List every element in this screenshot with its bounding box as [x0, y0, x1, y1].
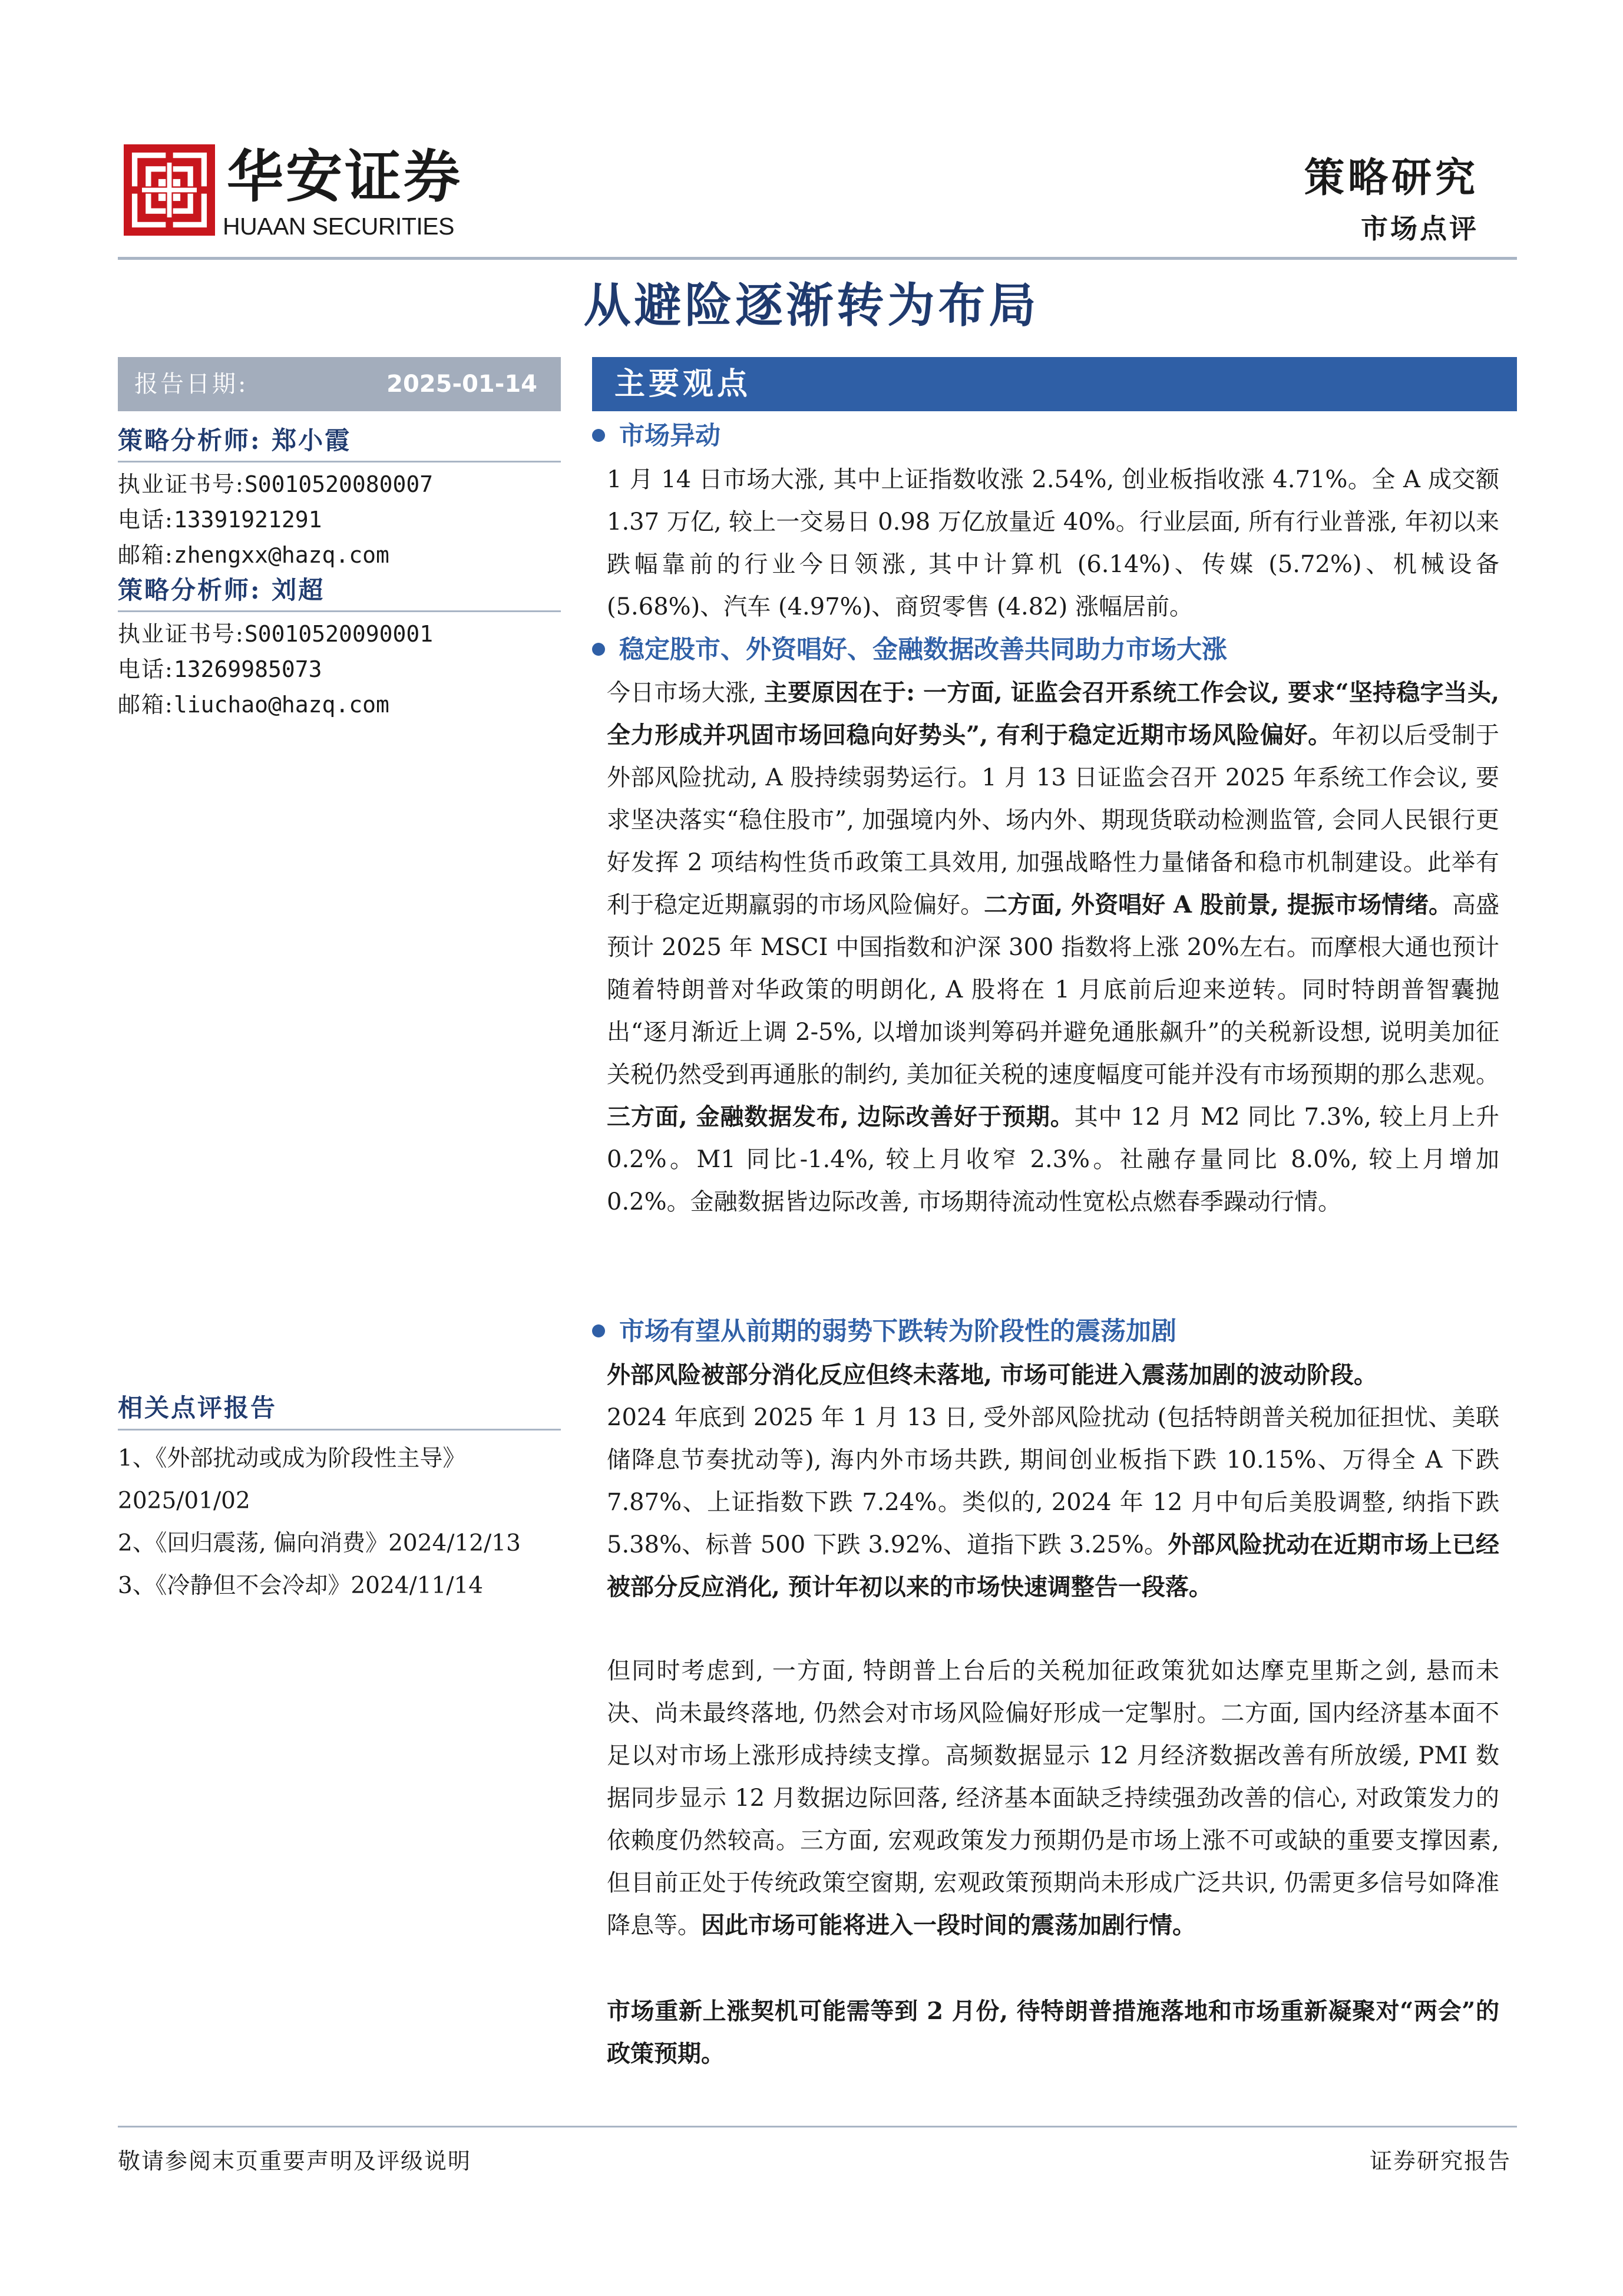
emphasis-text: 市场重新上涨契机可能需等到 2 月份, 待特朗普措施落地和市场重新凝聚对“两会”的政策预期。 [607, 1997, 1499, 2067]
report-date-label: 报告日期: [134, 371, 249, 398]
report-category: 策略研究 [1304, 154, 1479, 201]
emphasis-text: 外部风险被部分消化反应但终未落地, 市场可能进入震荡加剧的波动阶段。 [607, 1361, 1377, 1389]
bullet-icon [592, 643, 605, 656]
bullet-icon [592, 429, 605, 442]
subsection-heading-text: 市场有望从前期的弱势下跌转为阶段性的震荡加剧 [619, 1317, 1176, 1346]
related-report-date: 2025/01/02 [118, 1488, 250, 1514]
cert-value: S0010520080007 [244, 471, 434, 497]
analyst-2-cert [118, 616, 433, 652]
phone-label: 电话: [118, 507, 174, 533]
paragraph [607, 458, 1499, 628]
cert-value: S0010520090001 [244, 621, 434, 647]
related-report-link[interactable]: 3、《冷静但不会冷却》2024/11/14 [118, 1572, 484, 1599]
subsection-heading [592, 629, 1227, 670]
analyst-2-email [118, 687, 389, 722]
company-logo-icon [124, 144, 215, 236]
report-date-value: 2025-01-14 [386, 371, 537, 398]
email-link[interactable]: liuchao@hazq.com [173, 692, 389, 718]
emphasis-text: 二方面, 外资唱好 A 股前景, 提振市场情绪。 [984, 891, 1452, 919]
report-subcategory: 市场点评 [1361, 213, 1479, 245]
footer-disclaimer-note: 敬请参阅末页重要声明及评级说明 [118, 2148, 472, 2174]
subsection-heading-text: 稳定股市、外资唱好、金融数据改善共同助力市场大涨 [619, 635, 1227, 665]
emphasis-text: 因此市场可能将进入一段时间的震荡加剧行情。 [701, 1911, 1196, 1939]
body-text: 1 月 14 日市场大涨, 其中上证指数收涨 2.54%, 创业板指收涨 4.71%。全 A 成交额 1.37 万亿, 较上一交易日 0.98 万亿放量近 40%。行业层面, 所有行业普涨, 年初以来跌幅靠前的行业今日领涨, 其中计算机 (6.14%)、传媒 (5.72%)、机械设备 (5.68%)、汽车 (4.97%)、商贸零售 (4.82) 涨幅居前。 [607, 466, 1499, 620]
footer-divider [118, 2126, 1517, 2127]
email-label: 邮箱: [118, 692, 174, 718]
bullet-icon [592, 1324, 605, 1337]
report-date-bar [118, 357, 561, 411]
key-points-title: 主要观点 [614, 366, 752, 402]
subsection-heading [592, 415, 720, 457]
phone-label: 电话: [118, 656, 174, 682]
paragraph [607, 1354, 1499, 1396]
analyst-1-email [118, 537, 389, 573]
body-text: 今日市场大涨, [607, 679, 764, 706]
paragraph [607, 1650, 1499, 1947]
emphasis-text: 外部风险扰动在近期市场上已经被部分反应消化, 预计年初以来的市场快速调整告一段落。 [607, 1531, 1500, 1601]
report-title: 从避险逐渐转为布局 [583, 277, 1040, 333]
analyst-1-cert [118, 467, 433, 502]
email-link[interactable]: zhengxx@hazq.com [173, 542, 389, 568]
paragraph [607, 1396, 1499, 1608]
cert-label: 执业证书号: [118, 621, 244, 647]
subsection-heading [592, 1311, 1176, 1352]
key-points-header [592, 357, 1517, 411]
related-reports-title: 相关点评报告 [118, 1387, 561, 1431]
phone-value: 13391921291 [173, 507, 322, 533]
analyst-1-title: 策略分析师: 郑小霞 [118, 423, 561, 462]
header-divider [118, 257, 1517, 260]
email-label: 邮箱: [118, 542, 174, 568]
paragraph [607, 672, 1499, 1223]
phone-value: 13269985073 [173, 656, 322, 682]
analyst-1-phone [118, 502, 322, 537]
body-text: 高盛预计 2025 年 MSCI 中国指数和沪深 300 指数将上涨 20%左右。而摩根大通也预计随着特朗普对华政策的明朗化, A 股将在 1 月底前后迎来逆转。同时特朗普智囊抛出“逐月渐近上调 2-5%, 以增加谈判筹码并避免通胀飙升”的关税新设想, 说明美加征关税仍然受到再通胀的制约, 美加征关税的速度幅度可能并没有市场预期的那么悲观。 [607, 891, 1500, 1088]
related-report-link[interactable]: 2、《回归震荡, 偏向消费》2024/12/13 [118, 1530, 521, 1557]
body-text: 2024 年底到 2025 年 1 月 13 日, 受外部风险扰动 (包括特朗普关税加征担忧、美联储降息节奏扰动等), 海内外市场共跌, 期间创业板指下跌 10.15%、万得全 A 下跌 7.87%、上证指数下跌 7.24%。类似的, 2024 年 12 月中旬后美股调整, 纳指下跌 5.38%、标普 500 下跌 3.92%、道指下跌 3.25%。 [607, 1404, 1499, 1558]
analyst-2-title: 策略分析师: 刘超 [118, 573, 561, 612]
footer-report-type: 证券研究报告 [1369, 2148, 1511, 2174]
body-text: 年初以后受制于外部风险扰动, A 股持续弱势运行。1 月 13 日证监会召开 2025 年系统工作会议, 要求坚决落实“稳住股市”, 加强境内外、场内外、期现货联动检测监管, 会同人民银行更好发挥 2 项结构性货币政策工具效用, 加强战略性力量储备和稳市机制建设。此举有利于稳定近期羸弱的市场风险偏好。 [607, 722, 1500, 919]
logo-chinese-name: 华安证券 [227, 143, 462, 210]
body-text: 但同时考虑到, 一方面, 特朗普上台后的关税加征政策犹如达摩克里斯之剑, 悬而未决、尚未最终落地, 仍然会对市场风险偏好形成一定掣肘。二方面, 国内经济基本面不足以对市场上涨形成持续支撑。高频数据显示 12 月经济数据改善有所放缓, PMI 数据同步显示 12 月数据边际回落, 经济基本面缺乏持续强劲改善的信心, 对政策发力的依赖度仍然较高。三方面, 宏观政策发力预期仍是市场上涨不可或缺的重要支撑因素, 但目前正处于传统政策空窗期, 宏观政策预期尚未形成广泛共识, 仍需更多信号如降准降息等。 [607, 1657, 1499, 1939]
body-text: 其中 12 月 M2 同比 7.3%, 较上月上升 0.2%。M1 同比-1.4%, 较上月收窄 2.3%。社融存量同比 8.0%, 较上月增加 0.2%。金融数据皆边际改善, 市场期待流动性宽松点燃春季躁动行情。 [607, 1104, 1499, 1215]
cert-label: 执业证书号: [118, 471, 244, 497]
related-report-link[interactable]: 1、《外部扰动或成为阶段性主导》 [118, 1445, 466, 1472]
analyst-2-phone [118, 652, 322, 687]
emphasis-text: 主要原因在于: 一方面, 证监会召开系统工作会议, 要求“坚持稳字当头, 全力形成并巩固市场回稳向好势头”, 有利于稳定近期市场风险偏好。 [607, 679, 1500, 749]
paragraph [607, 1990, 1499, 2075]
logo-english-name: HUAAN SECURITIES [223, 213, 454, 240]
subsection-heading-text: 市场异动 [619, 421, 720, 451]
emphasis-text: 三方面, 金融数据发布, 边际改善好于预期。 [607, 1103, 1075, 1131]
